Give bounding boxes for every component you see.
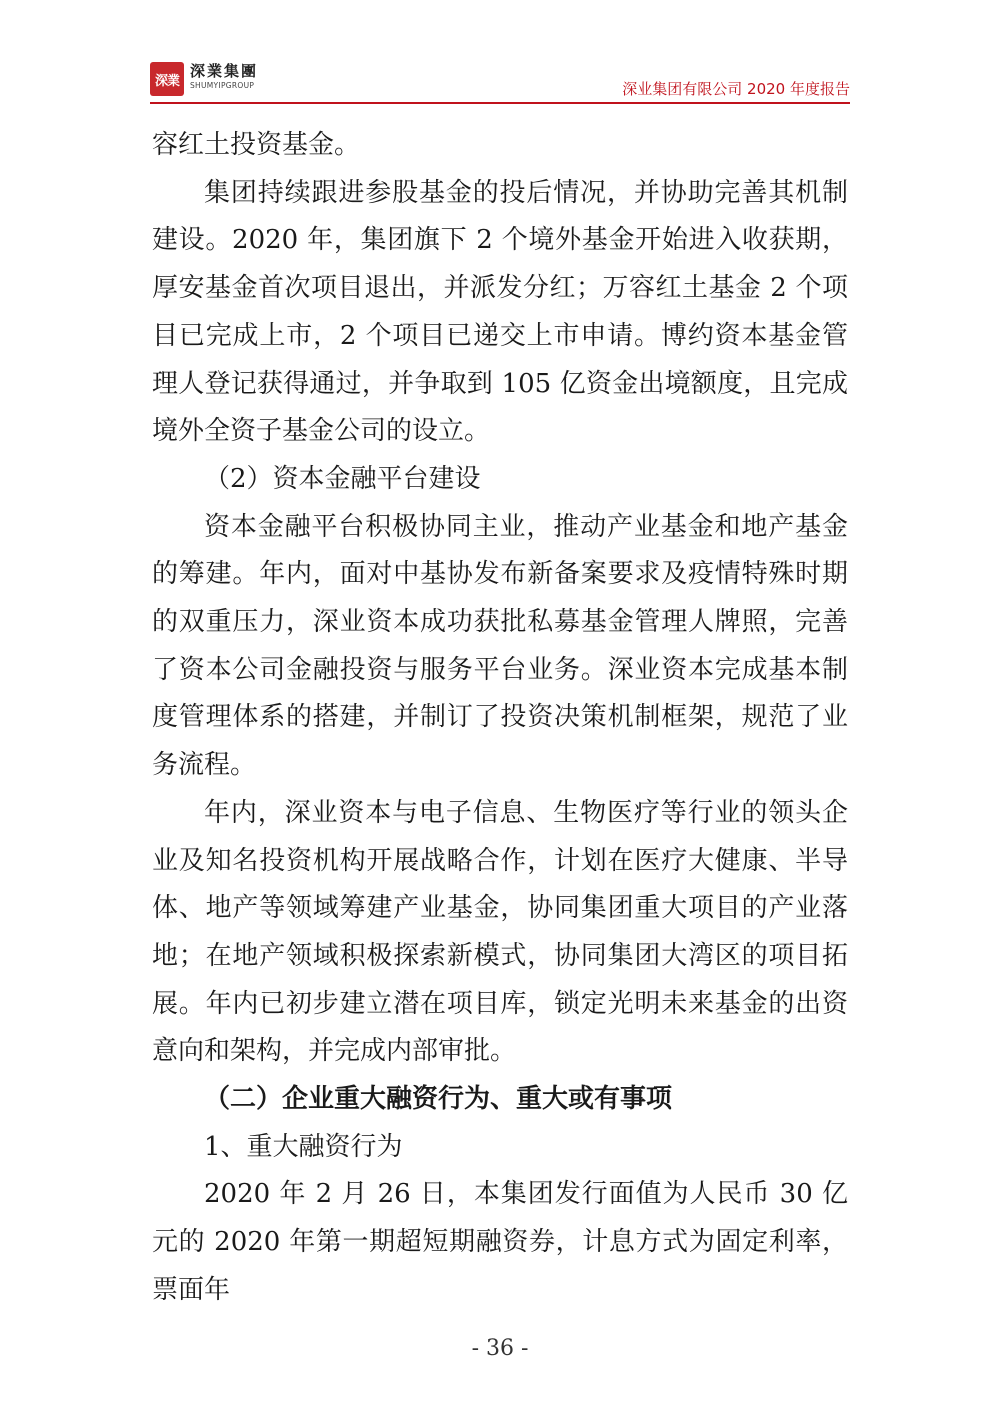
subsection-heading: 1、重大融资行为 [204, 1131, 403, 1162]
logo-english-name: SHUMYIPGROUP [190, 81, 255, 90]
paragraph: 年内，深业资本与电子信息、生物医疗等行业的领头企业及知名投资机构开展战略合作，计划在医疗大健康、半导体、地产等领域筹建产业基金，协同集团重大项目的产业落地；在地产领域积极探索新模式，协同集团大湾区的项目拓展。年内已初步建立潜在项目库，锁定光明未来基金的出资意向和架构，并完成内部审批。 [152, 797, 848, 1067]
paragraph: 资本金融平台积极协同主业，推动产业基金和地产基金的筹建。年内，面对中基协发布新备案要求及疫情特殊时期的双重压力，深业资本成功获批私募基金管理人牌照，完善了资本公司金融投资与服务平台业务。深业资本完成基本制度管理体系的搭建，并制订了投资决策机制框架，规范了业务流程。 [152, 511, 848, 781]
document-body [152, 122, 848, 1315]
page-header [150, 62, 850, 106]
header-divider [150, 102, 850, 104]
paragraph: 容红土投资基金。 [152, 130, 361, 160]
report-title: 深业集团有限公司 2020 年度报告 [622, 80, 850, 98]
page-number: - 36 - [471, 1336, 529, 1361]
company-logo-text [190, 64, 258, 90]
paragraph: 集团持续跟进参股基金的投后情况，并协助完善其机制建设。2020 年，集团旗下 2 个境外基金开始进入收获期，厚安基金首次项目退出，并派发分红；万容红土基金 2 个项目已完成上市，2 个项目已递交上市申请。博约资本基金管理人登记获得通过，并争取到 105 亿资金出境额度，且完成境外全资子基金公司的设立。 [152, 177, 848, 447]
subsection-heading: （2）资本金融平台建设 [204, 463, 481, 494]
logo-chinese-name: 深業集團 [190, 62, 259, 80]
section-heading: （二）企业重大融资行为、重大或有事项 [204, 1084, 673, 1115]
company-logo-seal: 深業 [150, 62, 184, 96]
paragraph: 2020 年 2 月 26 日，本集团发行面值为人民币 30 亿元的 2020 年第一期超短期融资券，计息方式为固定利率，票面年 [152, 1179, 848, 1305]
